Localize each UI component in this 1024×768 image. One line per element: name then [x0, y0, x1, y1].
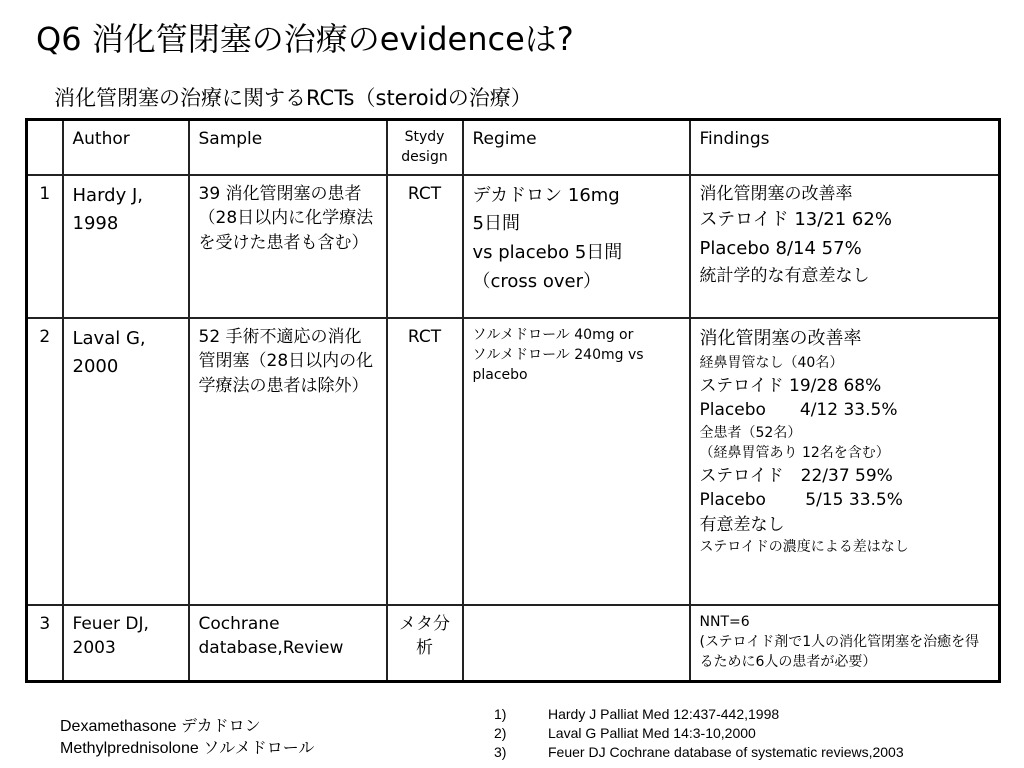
drug-name-note [60, 716, 314, 761]
author-line: Feuer DJ, [72, 613, 149, 634]
findings-line: (ステロイド剤で1人の消化管閉塞を治癒を得るために6人の患者が必要） [699, 633, 980, 671]
author-line: Hardy J, [72, 184, 143, 206]
findings-line: ステロイド 13/21 62% [699, 209, 892, 231]
table-header-row [27, 120, 1000, 175]
regime-cell [463, 318, 690, 605]
author-cell [63, 605, 189, 682]
header-author: Author [63, 120, 189, 175]
reference-item [494, 743, 904, 762]
row-number: 2 [27, 318, 63, 605]
table-row [27, 318, 1000, 605]
findings-cell [690, 605, 1000, 682]
author-cell [63, 318, 189, 605]
findings-line: 消化管閉塞の改善率 [699, 183, 853, 204]
regime-line: （cross over） [472, 270, 602, 292]
findings-line: ステロイド 19/28 68% [699, 375, 882, 396]
sample-cell: 52 手術不適応の消化管閉塞（28日以内の化学療法の患者は除外） [189, 318, 387, 605]
header-design-line: Stydy [404, 129, 445, 145]
author-cell [63, 175, 189, 318]
header-study-design [387, 120, 463, 175]
regime-line: ソルメドロール 240mg vs placebo [472, 346, 644, 384]
header-findings: Findings [690, 120, 1000, 175]
findings-line: Placebo 4/12 33.5% [699, 400, 898, 421]
regime-cell [463, 175, 690, 318]
findings-line: 統計学的な有意差なし [699, 265, 870, 286]
reference-text: Laval G Palliat Med 14:3-10,2000 [548, 724, 756, 741]
table-row [27, 175, 1000, 318]
findings-cell [690, 318, 1000, 605]
design-cell: RCT [387, 318, 463, 605]
evidence-table [25, 118, 1001, 683]
reference-text: Hardy J Palliat Med 12:437-442,1998 [548, 706, 780, 722]
findings-line: ステロイド 22/37 59% [699, 465, 893, 486]
findings-cell [690, 175, 1000, 318]
findings-line: Placebo 5/15 33.5% [699, 490, 903, 511]
reference-number: 2) [494, 724, 507, 741]
reference-number: 1) [494, 706, 507, 722]
header-design-line: design [401, 149, 448, 166]
header-regime: Regime [463, 120, 690, 175]
reference-text: Feuer DJ Cochrane database of systematic reviews,2003 [548, 743, 904, 760]
row-number: 3 [27, 605, 63, 682]
author-line: 2003 [72, 638, 116, 659]
findings-line: 消化管閉塞の改善率 [699, 327, 862, 349]
regime-line: 5日間 [472, 213, 520, 235]
drug-note-line: Methylprednisolone ソルメドロール [60, 740, 315, 758]
header-sample: Sample [189, 120, 387, 175]
design-cell: RCT [387, 175, 463, 318]
sample-cell: 39 消化管閉塞の患者（28日以内に化学療法を受けた患者も含む） [189, 175, 387, 318]
references-list [494, 705, 904, 762]
drug-note-line: Dexamethasone デカドロン [60, 718, 261, 735]
regime-cell [463, 605, 690, 682]
findings-line: ステロイドの濃度による差はなし [699, 539, 909, 556]
regime-line: ソルメドロール 40mg or [472, 326, 634, 343]
row-number: 1 [27, 175, 63, 318]
sample-cell: Cochrane database,Review [189, 605, 387, 682]
findings-line: （経鼻胃管あり 12名を含む） [699, 445, 890, 462]
author-line: 1998 [72, 213, 119, 235]
findings-line: NNT=6 [699, 613, 750, 630]
findings-line: Placebo 8/14 57% [699, 238, 862, 260]
findings-line: 全患者（52名） [699, 424, 802, 441]
table-row [27, 605, 1000, 682]
regime-line: デカドロン 16mg [472, 184, 620, 206]
reference-item [494, 724, 904, 743]
header-num [27, 120, 63, 175]
slide-subtitle: 消化管閉塞の治療に関するRCTs（steroidの治療） [54, 86, 532, 110]
design-cell: メタ分析 [387, 605, 463, 682]
regime-line: vs placebo 5日間 [472, 242, 623, 264]
reference-item [494, 705, 904, 724]
author-line: 2000 [72, 356, 119, 378]
author-line: Laval G, [72, 327, 146, 349]
findings-line: 有意差なし [699, 514, 785, 535]
slide-title: Q6 消化管閉塞の治療のevidenceは? [36, 20, 574, 58]
findings-line: 経鼻胃管なし（40名） [699, 355, 844, 372]
reference-number: 3) [494, 743, 507, 760]
